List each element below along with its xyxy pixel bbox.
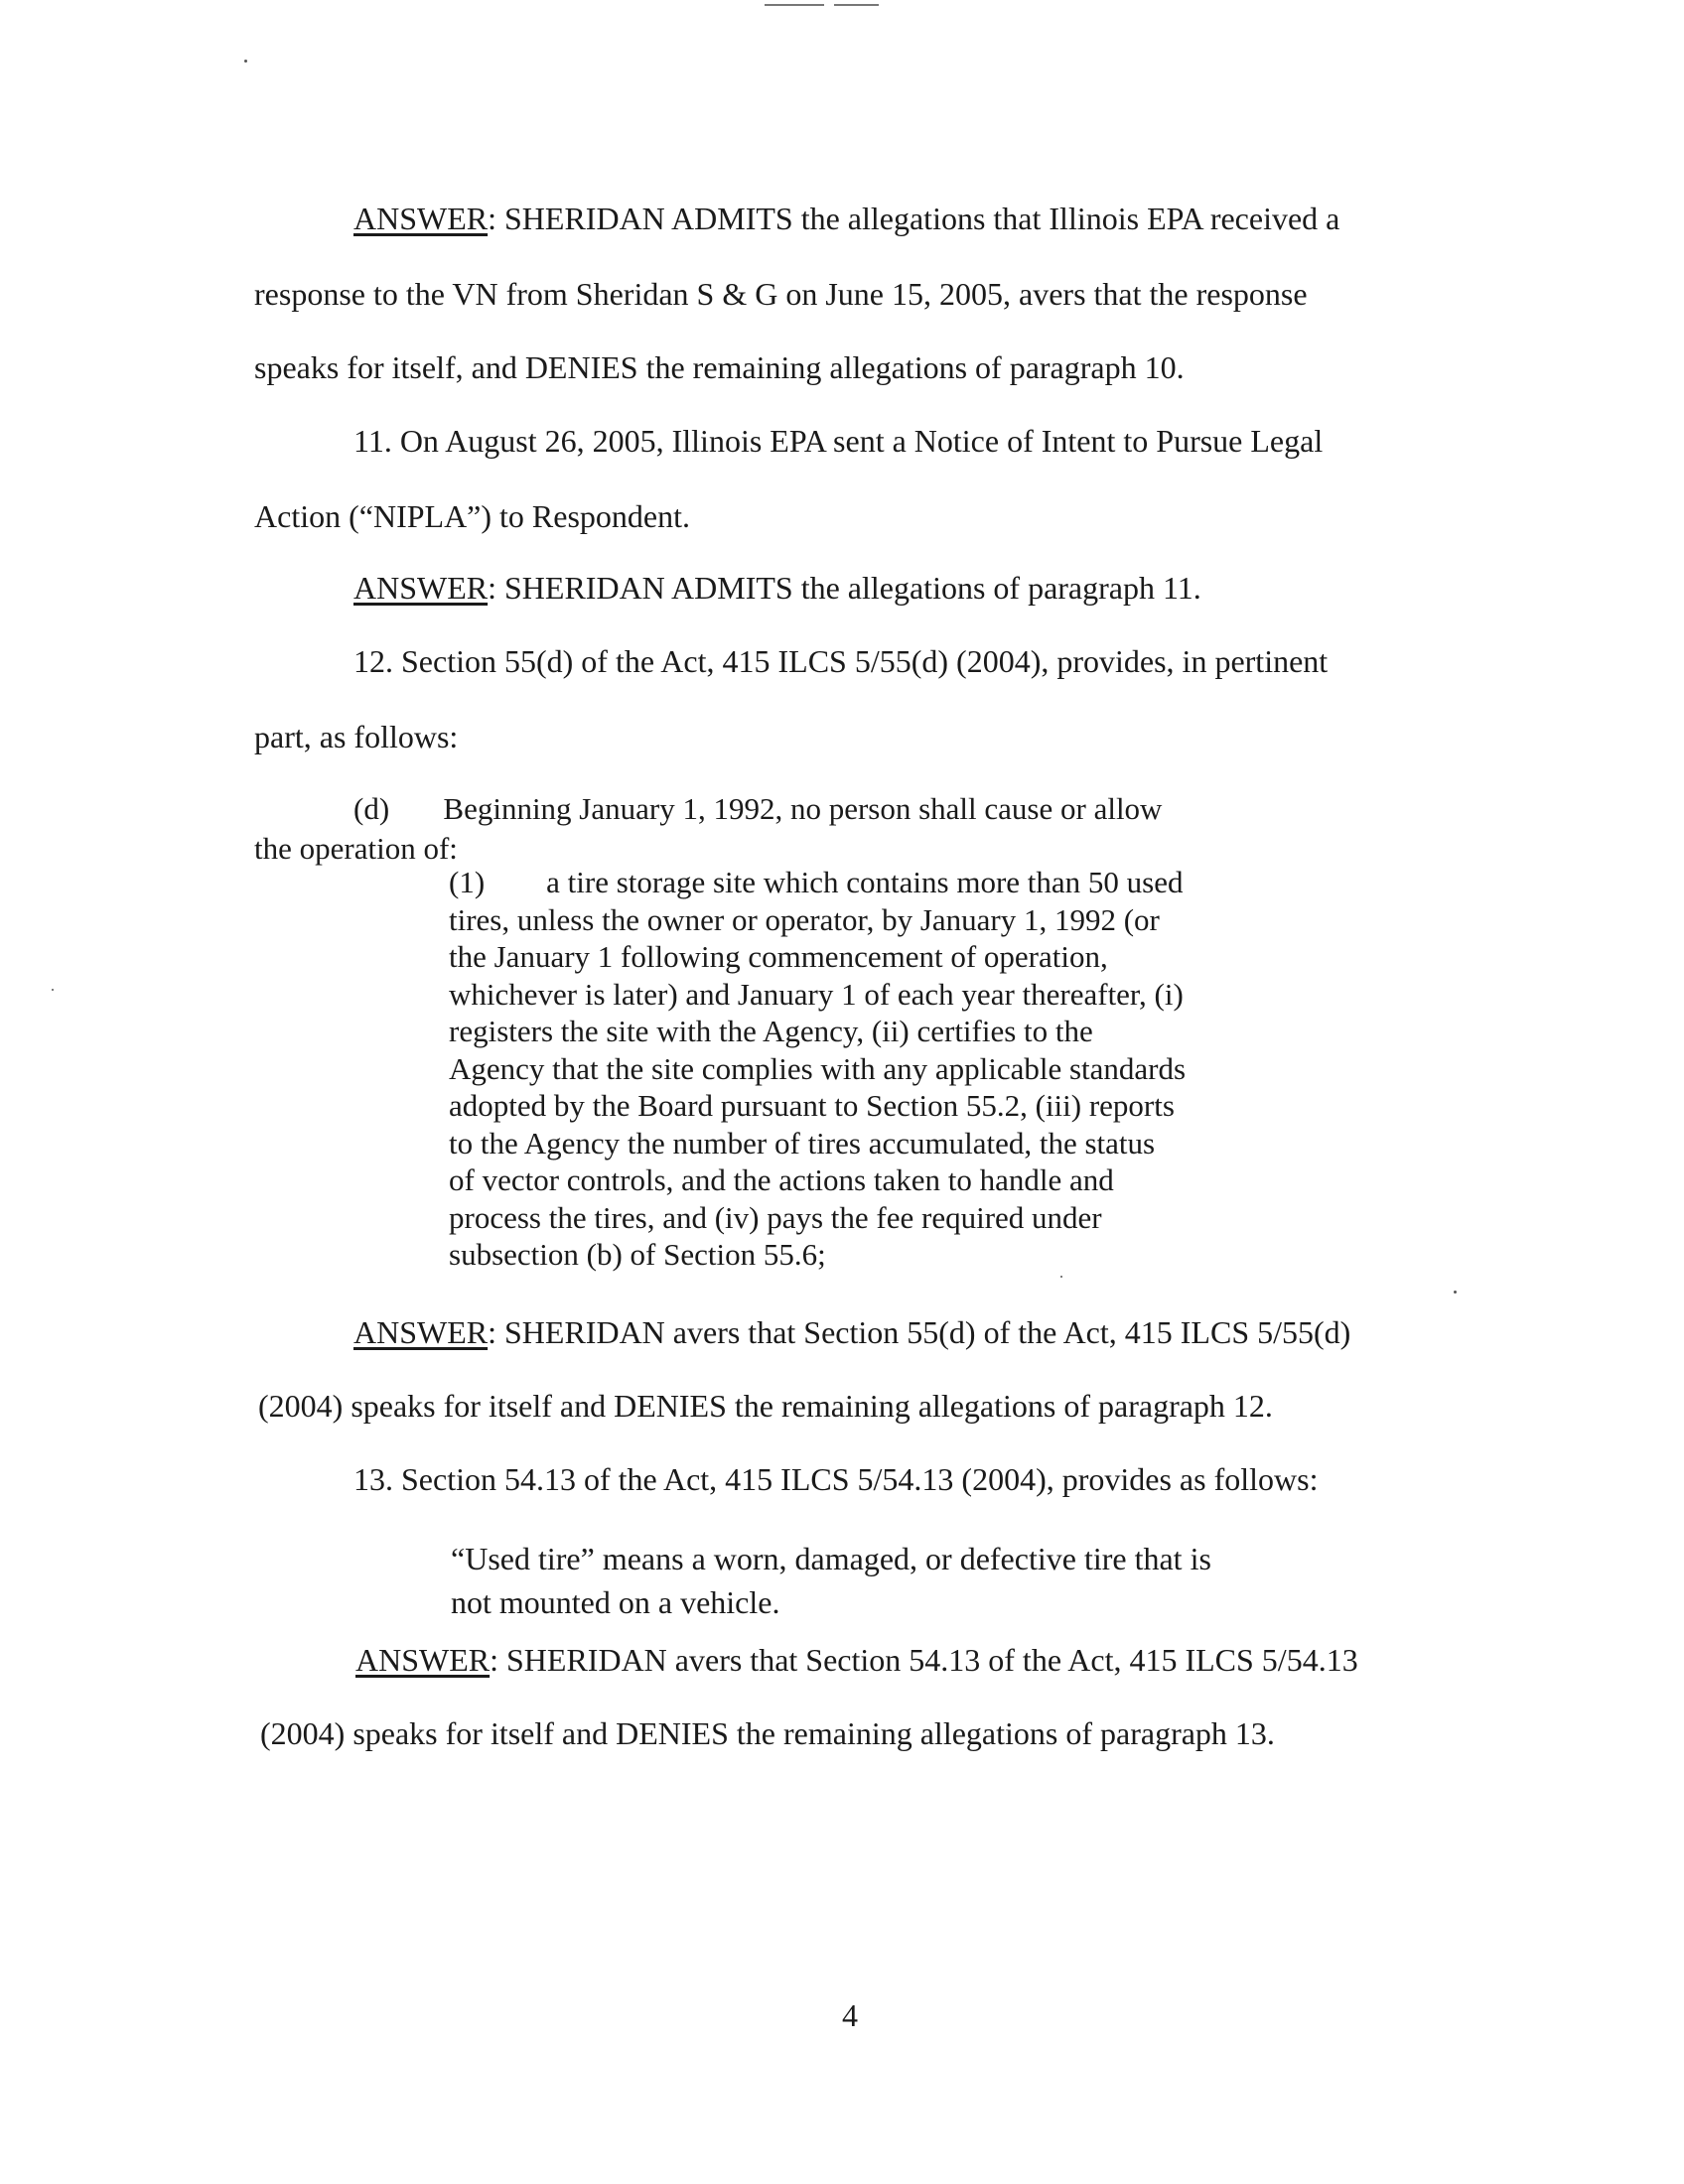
- para12-answer-line2: (2004) speaks for itself and DENIES the remaining allegations of paragraph 12.: [258, 1388, 1273, 1424]
- para11-line1: 11. On August 26, 2005, Illinois EPA sent a Notice of Intent to Pursue Legal: [353, 423, 1324, 459]
- para12-answer-line1: [353, 1312, 1350, 1352]
- para11-line2: Action (“NIPLA”) to Respondent.: [254, 498, 691, 534]
- quote-line: (1) a tire storage site which contains more than 50 used: [449, 865, 1184, 899]
- quote-5413: [451, 1537, 1211, 1624]
- answer-text: : SHERIDAN avers that Section 55(d) of the Act, 415 ILCS 5/55(d): [488, 1314, 1351, 1350]
- answer-text: : SHERIDAN ADMITS the allegations of paragraph 11.: [488, 570, 1201, 606]
- quote-line: registers the site with the Agency, (ii) certifies to the: [449, 1014, 1093, 1048]
- para13-line1: 13. Section 54.13 of the Act, 415 ILCS 5/54.13 (2004), provides as follows:: [353, 1461, 1319, 1497]
- answer-label: ANSWER: [355, 1642, 491, 1678]
- quote-55d-line1: (d) Beginning January 1, 1992, no person shall cause or allow: [353, 791, 1163, 826]
- para10-answer-line1: [353, 199, 1339, 238]
- para10-answer-line2: response to the VN from Sheridan S & G on June 15, 2005, avers that the response: [254, 276, 1308, 312]
- quote-line: tires, unless the owner or operator, by January 1, 1992 (or: [449, 901, 1160, 937]
- scan-artifact: [834, 4, 879, 6]
- answer-label: ANSWER: [353, 570, 489, 606]
- quote-line: “Used tire” means a worn, damaged, or defective tire that is: [451, 1541, 1211, 1576]
- para12-line2: part, as follows:: [254, 719, 459, 754]
- scan-artifact: [765, 4, 824, 6]
- scan-speck: [244, 60, 247, 63]
- quote-line: adopted by the Board pursuant to Section 55.2, (iii) reports: [449, 1088, 1175, 1123]
- quote-55d-subsection-1: [449, 864, 1186, 1274]
- para11-answer: [353, 568, 1201, 608]
- quote-55d-line2: the operation of:: [254, 831, 458, 866]
- quote-line: Agency that the site complies with any applicable standards: [449, 1050, 1187, 1086]
- quote-line: subsection (b) of Section 55.6;: [449, 1237, 826, 1272]
- para12-line1: 12. Section 55(d) of the Act, 415 ILCS 5/55(d) (2004), provides, in pertinent: [353, 643, 1329, 679]
- para13-answer-line2: (2004) speaks for itself and DENIES the remaining allegations of paragraph 13.: [260, 1715, 1275, 1751]
- quote-line: the January 1 following commencement of operation,: [449, 939, 1108, 974]
- answer-text: : SHERIDAN avers that Section 54.13 of the Act, 415 ILCS 5/54.13: [490, 1642, 1358, 1678]
- answer-text: : SHERIDAN ADMITS the allegations that Illinois EPA received a: [488, 201, 1340, 236]
- answer-label: ANSWER: [353, 1314, 489, 1350]
- quote-line: not mounted on a vehicle.: [451, 1584, 780, 1620]
- scan-speck: [1454, 1291, 1457, 1294]
- quote-line: whichever is later) and January 1 of each year thereafter, (i): [449, 976, 1184, 1012]
- page-number: 4: [842, 1997, 858, 2033]
- quote-line: to the Agency the number of tires accumulated, the status: [449, 1125, 1156, 1160]
- quote-line: process the tires, and (iv) pays the fee required under: [449, 1199, 1102, 1235]
- para10-answer-line3: speaks for itself, and DENIES the remaining allegations of paragraph 10.: [254, 349, 1185, 385]
- para13-answer-line1: [355, 1640, 1358, 1680]
- scan-speck: [52, 989, 54, 991]
- scan-speck: [1060, 1276, 1062, 1278]
- answer-label: ANSWER: [353, 201, 489, 236]
- quote-line: of vector controls, and the actions taken to handle and: [449, 1162, 1114, 1197]
